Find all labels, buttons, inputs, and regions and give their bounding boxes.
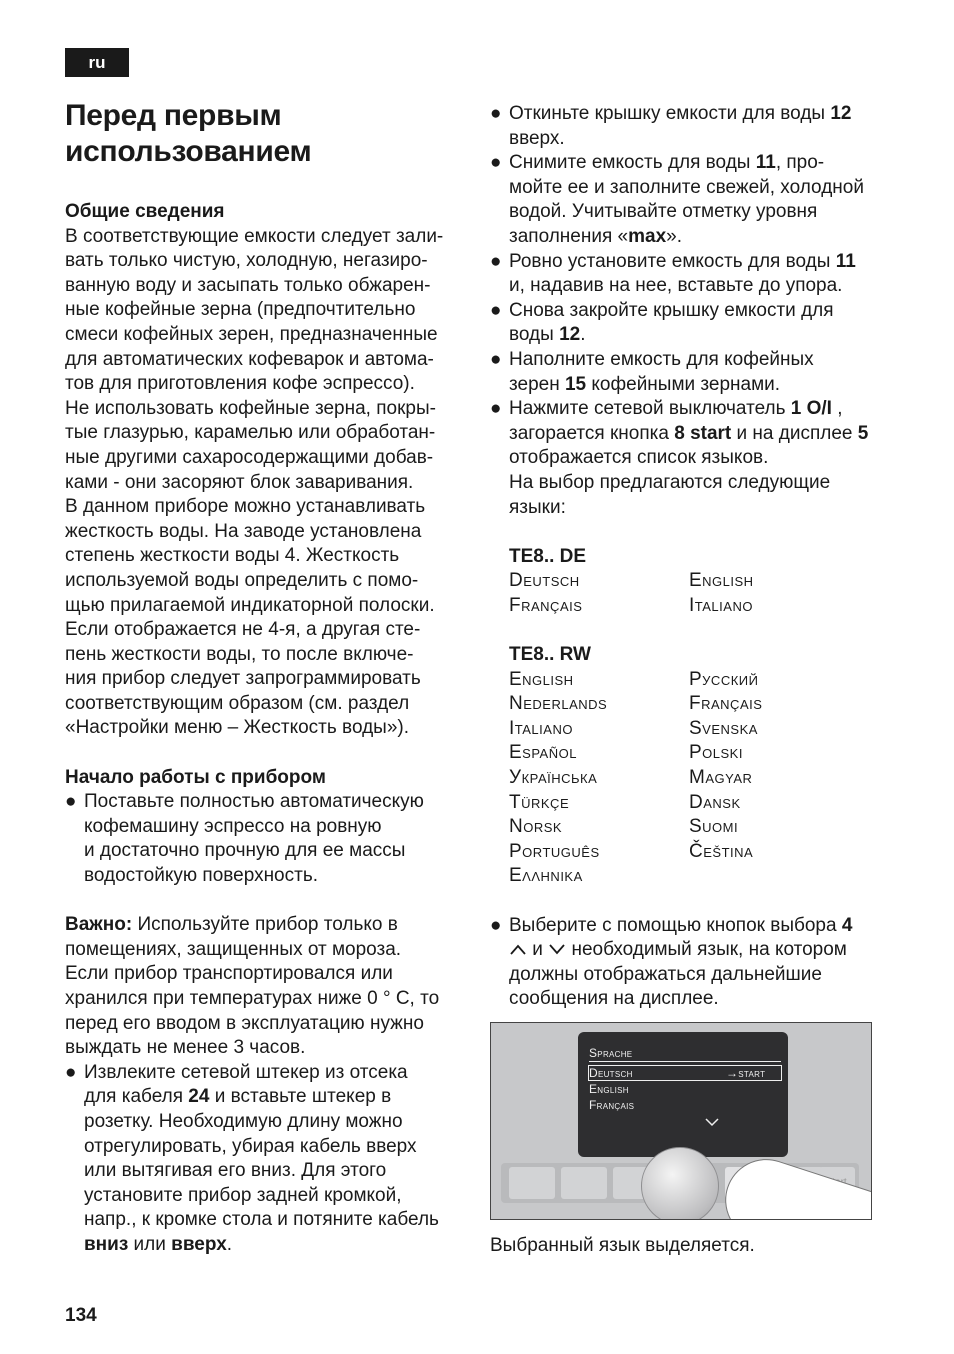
text-line: розетку. Необходимую длину можно bbox=[84, 1110, 403, 1132]
text-line: Если прибор транспортировался или bbox=[65, 963, 393, 985]
chevron-down-icon bbox=[704, 1116, 720, 1128]
text-line: используемой воды определить с помо- bbox=[65, 569, 419, 591]
text-fragment: необходимый язык, на котором bbox=[566, 939, 847, 961]
language-item: English bbox=[689, 570, 754, 592]
text-line: На выбор предлагаются следующие bbox=[509, 471, 831, 493]
ref-number: 11 bbox=[835, 250, 856, 272]
bullet-icon: ● bbox=[490, 398, 502, 420]
text-fragment: или bbox=[128, 1233, 172, 1255]
power-switch-label: 1 O/I bbox=[790, 398, 832, 420]
text-fragment: и на дисплее bbox=[731, 422, 858, 444]
text-line: тые глазурью, карамелью или обработан- bbox=[65, 422, 436, 444]
text-line: языки: bbox=[509, 496, 566, 518]
text-line: ные другими сахаросодержащими добав- bbox=[65, 446, 434, 468]
text-fragment: . bbox=[226, 1233, 233, 1255]
language-item: Norsk bbox=[509, 816, 563, 838]
language-item: Svenska bbox=[689, 717, 758, 739]
text-line: перед его вводом в эксплуатацию нужно bbox=[65, 1012, 424, 1034]
text-line: или вытягивая его вниз. Для этого bbox=[84, 1160, 387, 1182]
bullet-icon: ● bbox=[490, 103, 502, 124]
text-line: водостойкую поверхность. bbox=[84, 865, 319, 887]
screen-title: Sprache bbox=[589, 1045, 633, 1060]
general-heading: Общие сведения bbox=[65, 201, 225, 222]
text-fragment: , про- bbox=[775, 152, 825, 174]
right-column bbox=[490, 102, 900, 1259]
language-item: Nederlands bbox=[509, 693, 608, 715]
bullet-icon: ● bbox=[490, 152, 502, 174]
bullet-icon: ● bbox=[490, 348, 502, 370]
text-line bbox=[509, 151, 900, 176]
page-title: Перед первым использованием bbox=[65, 99, 312, 168]
text-fragment: загорается кнопка bbox=[509, 422, 675, 444]
language-item: Türkçe bbox=[509, 791, 570, 813]
start-heading: Начало работы с прибором bbox=[65, 766, 326, 788]
bullet-icon: ● bbox=[490, 914, 502, 936]
figure-caption: Выбранный язык выделяется. bbox=[490, 1234, 755, 1256]
text-line: Снова закройте крышку емкости для bbox=[509, 299, 834, 321]
language-item: Deutsch bbox=[509, 570, 580, 592]
bullet-open-lid bbox=[490, 102, 900, 151]
text-line bbox=[509, 225, 900, 250]
language-item: Français bbox=[689, 693, 763, 715]
start-action-label: →start bbox=[726, 1065, 766, 1080]
language-item: Dansk bbox=[689, 791, 741, 813]
left-column bbox=[65, 200, 470, 1258]
text-line: напр., к кромке стола и потяните кабель bbox=[84, 1209, 439, 1231]
language-item: Suomi bbox=[689, 816, 739, 838]
text-line: тов для приготовления кофе эспрессо). bbox=[65, 373, 415, 395]
language-item: Italiano bbox=[689, 594, 753, 616]
language-item: Italiano bbox=[509, 717, 573, 739]
important-note bbox=[65, 913, 470, 1061]
screen-language-item: English bbox=[589, 1081, 629, 1096]
text-line: ванную воду и засыпать только обжарен- bbox=[65, 274, 431, 296]
chevron-up-icon bbox=[509, 942, 527, 956]
text-line bbox=[509, 250, 900, 275]
text-line: степень жесткости воды 4. Жесткость bbox=[65, 545, 400, 567]
bullet-fill-beans bbox=[490, 348, 900, 397]
text-fragment: заполнения « bbox=[509, 225, 629, 247]
language-item: Українська bbox=[509, 767, 598, 789]
ref-number: 4 bbox=[841, 914, 853, 936]
text-line: В данном приборе можно устанавливать bbox=[65, 496, 426, 518]
bullet-power-on bbox=[490, 397, 900, 520]
text-line: вать только чистую, холодную, негазиро- bbox=[65, 250, 428, 272]
model-de-languages bbox=[490, 545, 900, 619]
text-line bbox=[65, 913, 470, 938]
text-fragment: воды bbox=[509, 324, 560, 346]
text-line: кофемашину эспрессо на ровную bbox=[84, 815, 382, 837]
bullet-icon: ● bbox=[65, 791, 77, 813]
text-line: для автоматических кофеварок и автома- bbox=[65, 348, 434, 370]
ref-number: 24 bbox=[188, 1086, 210, 1108]
text-line: ния прибор следует запрограммировать bbox=[65, 668, 421, 690]
text-line: выждать не менее 3 часов. bbox=[65, 1037, 306, 1059]
bullet-surface bbox=[65, 790, 470, 888]
text-fragment: и вставьте штекер в bbox=[209, 1086, 392, 1108]
language-item: Français bbox=[509, 594, 583, 616]
text-line: щью прилагаемой индикаторной полоски. bbox=[65, 594, 435, 616]
text-line bbox=[84, 1233, 470, 1258]
finger-illustration bbox=[715, 1148, 872, 1220]
text-line: Если отображается не 4-я, а другая сте- bbox=[65, 619, 421, 641]
text-line: пень жесткости воды, то после включе- bbox=[65, 643, 414, 665]
text-line bbox=[509, 102, 900, 127]
language-item: Español bbox=[509, 742, 577, 764]
emphasis: вниз bbox=[84, 1233, 129, 1255]
text-fragment: ». bbox=[666, 225, 682, 247]
chevron-down-icon bbox=[548, 942, 566, 956]
language-item: Ελληνικα bbox=[509, 865, 583, 887]
text-line: Наполните емкость для кофейных bbox=[509, 348, 814, 370]
text-fragment: кофейными зернами. bbox=[586, 373, 781, 395]
text-line: и достаточно прочную для ее массы bbox=[84, 840, 406, 862]
text-line bbox=[509, 323, 900, 348]
text-line: Не использовать кофейные зерна, покры- bbox=[65, 397, 436, 419]
text-line bbox=[509, 373, 900, 398]
text-fragment: для кабеля bbox=[84, 1086, 189, 1108]
text-line: ками - они засоряют блок заваривания. bbox=[65, 471, 414, 493]
text-line: отображается список языков. bbox=[509, 447, 769, 469]
text-fragment: зерен bbox=[509, 373, 565, 395]
text-line bbox=[509, 914, 900, 939]
text-line: В соответствующие емкости следует зали- bbox=[65, 225, 444, 247]
panel-button[interactable] bbox=[561, 1167, 607, 1199]
ref-number: 11 bbox=[755, 152, 776, 174]
text-line: Извлеките сетевой штекер из отсека bbox=[84, 1061, 408, 1083]
text-fragment: Нажмите сетевой выключатель bbox=[509, 398, 791, 420]
text-line bbox=[509, 422, 900, 447]
text-line: вверх. bbox=[509, 127, 565, 149]
screen-language-item: Français bbox=[589, 1097, 635, 1112]
display-screen bbox=[578, 1032, 788, 1157]
language-tag: ru bbox=[65, 48, 129, 77]
text-line: помещениях, защищенных от мороза. bbox=[65, 938, 402, 960]
general-text bbox=[65, 225, 470, 741]
important-label: Важно: bbox=[65, 914, 133, 936]
text-line bbox=[509, 938, 900, 963]
language-item: Português bbox=[509, 840, 600, 862]
bullet-insert-tank bbox=[490, 250, 900, 299]
text-line: ные кофейные зерна (предпочтительно bbox=[65, 299, 416, 321]
text-line: сообщения на дисплее. bbox=[509, 988, 719, 1010]
language-item: Čeština bbox=[689, 840, 754, 862]
text-line: хранился при температурах ниже 0 ° C, то bbox=[65, 988, 440, 1009]
emphasis: max bbox=[628, 225, 667, 247]
text-fragment: и bbox=[527, 939, 549, 961]
ref-number: 8 start bbox=[674, 422, 732, 444]
text-line: и, надавив на нее, вставьте до упора. bbox=[509, 275, 843, 297]
bullet-remove-tank bbox=[490, 151, 900, 249]
language-item: Magyar bbox=[689, 767, 753, 789]
text-fragment: Ровно установите емкость для воды bbox=[509, 250, 836, 272]
language-item: Русский bbox=[689, 668, 759, 690]
ref-number: 12 bbox=[559, 324, 581, 346]
text-fragment: Используйте прибор только в bbox=[132, 914, 398, 936]
text-fragment: Выберите с помощью кнопок выбора bbox=[509, 914, 842, 936]
language-item: Polski bbox=[689, 742, 743, 764]
text-fragment: Снимите емкость для воды bbox=[509, 152, 756, 174]
model-heading: TE8.. DE bbox=[509, 545, 587, 567]
text-line: отрегулировать, убирая кабель вверх bbox=[84, 1135, 417, 1157]
text-line: должны отображаться дальнейшие bbox=[509, 963, 822, 985]
model-rw-languages bbox=[490, 643, 900, 889]
text-line: мойте ее и заполните свежей, холодной bbox=[509, 176, 864, 198]
text-line: жесткость воды. На заводе установлена bbox=[65, 520, 422, 542]
bullet-close-lid bbox=[490, 299, 900, 348]
text-line bbox=[84, 1085, 470, 1110]
text-fragment: , bbox=[831, 398, 843, 420]
screen-divider bbox=[589, 1061, 781, 1062]
bullet-cable bbox=[65, 1061, 470, 1258]
page-number: 134 bbox=[65, 1305, 97, 1326]
ref-number: 15 bbox=[564, 373, 587, 395]
text-fragment: . bbox=[580, 324, 586, 346]
bullet-icon: ● bbox=[490, 250, 502, 272]
emphasis: вверх bbox=[171, 1233, 227, 1255]
rotary-knob[interactable] bbox=[641, 1147, 719, 1220]
text-line bbox=[509, 397, 900, 422]
panel-button[interactable] bbox=[509, 1167, 555, 1199]
bullet-select-language bbox=[490, 914, 900, 1012]
selected-language: Deutsch bbox=[589, 1065, 633, 1080]
text-line: Поставьте полностью автоматическую bbox=[84, 791, 424, 813]
text-line: водой. Учитывайте отметку уровня bbox=[509, 201, 818, 223]
text-line: «Настройки меню – Жесткость воды»). bbox=[65, 717, 410, 739]
text-line: соответствующим образом (см. раздел bbox=[65, 692, 410, 714]
ref-number: 5 bbox=[857, 422, 869, 444]
model-heading: TE8.. RW bbox=[509, 644, 591, 666]
device-illustration bbox=[490, 1022, 872, 1220]
bullet-icon: ● bbox=[490, 299, 502, 321]
text-line: смеси кофейных зерен, предназначенные bbox=[65, 323, 438, 345]
language-item: English bbox=[509, 668, 574, 690]
text-line: установите прибор задней кромкой, bbox=[84, 1184, 402, 1206]
ref-number: 12 bbox=[830, 103, 852, 124]
text-fragment: Откиньте крышку емкости для воды bbox=[509, 103, 831, 124]
bullet-icon: ● bbox=[65, 1061, 77, 1083]
